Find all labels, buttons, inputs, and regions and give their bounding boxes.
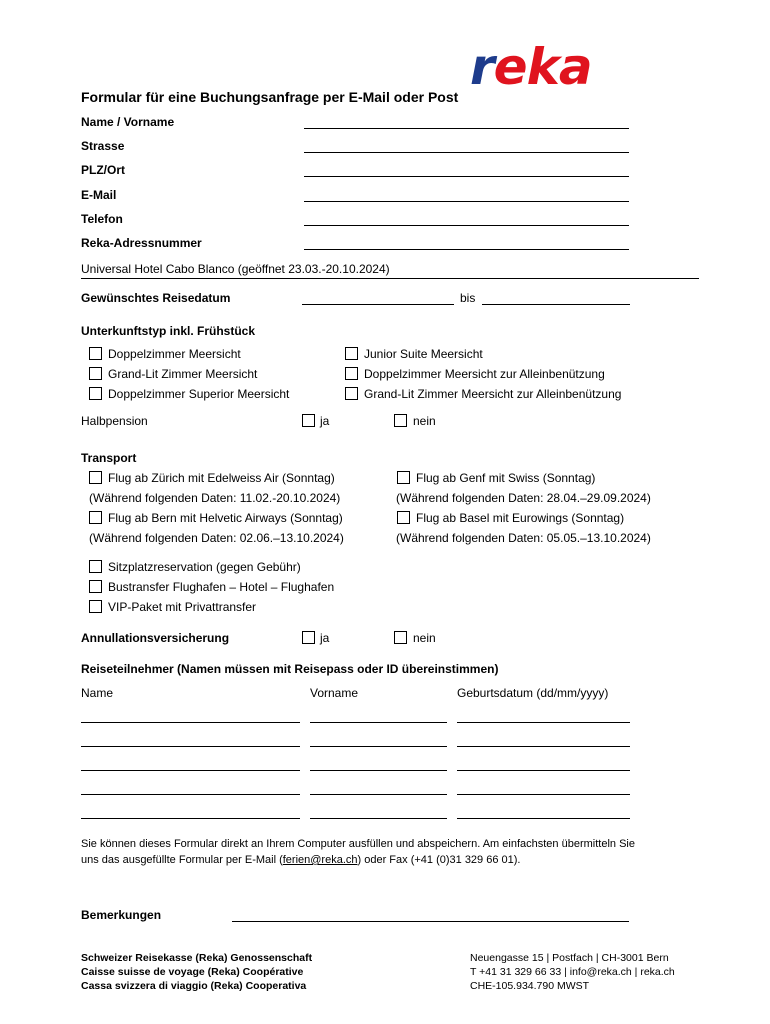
footer-org bbox=[81, 951, 312, 993]
extra-checkbox[interactable] bbox=[89, 600, 102, 613]
field-label-email: E-Mail bbox=[81, 188, 117, 202]
participant-birthdate-input[interactable] bbox=[457, 818, 630, 819]
accommodation-checkbox[interactable] bbox=[345, 347, 358, 360]
extra-option: VIP-Paket mit Privattransfer bbox=[108, 600, 257, 614]
field-label-phone: Telefon bbox=[81, 212, 123, 226]
footer-phone: T +41 31 329 66 33 | info@reka.ch | reka.ch bbox=[470, 966, 675, 978]
accommodation-checkbox[interactable] bbox=[89, 347, 102, 360]
accommodation-option: Grand-Lit Zimmer Meersicht zur Alleinbenützung bbox=[364, 387, 622, 401]
participant-name-input[interactable] bbox=[81, 746, 300, 747]
field-input-email[interactable] bbox=[304, 201, 629, 202]
field-label-reka-number: Reka-Adressnummer bbox=[81, 236, 202, 250]
participant-birthdate-input[interactable] bbox=[457, 746, 630, 747]
cancellation-label: Annullationsversicherung bbox=[81, 631, 230, 645]
participant-birthdate-input[interactable] bbox=[457, 794, 630, 795]
accommodation-option: Junior Suite Meersicht bbox=[364, 347, 483, 361]
flight-option: Flug ab Bern mit Helvetic Airways (Sonntag) bbox=[108, 511, 343, 525]
col-birthdate: Geburtsdatum (dd/mm/yyyy) bbox=[457, 686, 609, 700]
accommodation-option: Doppelzimmer Meersicht zur Alleinbenützung bbox=[364, 367, 605, 381]
halfboard-no-checkbox[interactable] bbox=[394, 414, 407, 427]
field-label-zip-city: PLZ/Ort bbox=[81, 163, 125, 177]
halfboard-yes-checkbox[interactable] bbox=[302, 414, 315, 427]
participant-name-input[interactable] bbox=[81, 722, 300, 723]
note-line-2 bbox=[81, 852, 691, 868]
halfboard-no-label: nein bbox=[413, 414, 436, 428]
field-input-street[interactable] bbox=[304, 152, 629, 153]
hotel-name: Universal Hotel Cabo Blanco (geöffnet 23.03.-20.10.2024) bbox=[81, 262, 390, 276]
transport-heading: Transport bbox=[81, 451, 137, 465]
col-name: Name bbox=[81, 686, 114, 700]
field-input-zip-city[interactable] bbox=[304, 176, 629, 177]
field-input-name[interactable] bbox=[304, 128, 629, 129]
flight-option: Flug ab Zürich mit Edelweiss Air (Sonntag) bbox=[108, 471, 335, 485]
accommodation-checkbox[interactable] bbox=[89, 367, 102, 380]
footer-org-fr: Caisse suisse de voyage (Reka) Coopérative bbox=[81, 966, 304, 978]
email-link[interactable]: ferien@reka.ch bbox=[282, 854, 358, 866]
accommodation-option: Doppelzimmer Superior Meersicht bbox=[108, 387, 290, 401]
footer-address: Neuengasse 15 | Postfach | CH-3001 Bern bbox=[470, 952, 669, 964]
remarks-label: Bemerkungen bbox=[81, 908, 162, 922]
footer-org-it: Cassa svizzera di viaggio (Reka) Cooperativa bbox=[81, 980, 307, 992]
field-input-phone[interactable] bbox=[304, 225, 629, 226]
accommodation-heading: Unterkunftstyp inkl. Frühstück bbox=[81, 324, 256, 338]
remarks-input[interactable] bbox=[232, 921, 629, 922]
field-label-name: Name / Vorname bbox=[81, 115, 175, 129]
flight-dates: (Während folgenden Daten: 05.05.–13.10.2024) bbox=[396, 531, 651, 545]
field-input-reka-number[interactable] bbox=[304, 249, 629, 250]
note-line-2-post: ) oder Fax (+41 (0)31 329 66 01). bbox=[357, 854, 521, 866]
accommodation-option: Grand-Lit Zimmer Meersicht bbox=[108, 367, 258, 381]
participant-firstname-input[interactable] bbox=[310, 818, 447, 819]
flight-checkbox[interactable] bbox=[89, 471, 102, 484]
participant-firstname-input[interactable] bbox=[310, 722, 447, 723]
cancellation-yes-checkbox[interactable] bbox=[302, 631, 315, 644]
accommodation-checkbox[interactable] bbox=[345, 387, 358, 400]
participant-firstname-input[interactable] bbox=[310, 794, 447, 795]
footer-contact bbox=[470, 951, 675, 993]
extra-checkbox[interactable] bbox=[89, 560, 102, 573]
note-line-2-pre: uns das ausgefüllte Formular per E-Mail ( bbox=[81, 854, 283, 866]
form-title: Formular für eine Buchungsanfrage per E-Mail oder Post bbox=[81, 89, 459, 105]
travel-date-label: Gewünschtes Reisedatum bbox=[81, 291, 231, 305]
accommodation-checkbox[interactable] bbox=[345, 367, 358, 380]
cancellation-no-checkbox[interactable] bbox=[394, 631, 407, 644]
field-label-street: Strasse bbox=[81, 139, 125, 153]
halfboard-yes-label: ja bbox=[320, 414, 330, 428]
cancellation-yes-label: ja bbox=[320, 631, 330, 645]
extra-option: Bustransfer Flughafen – Hotel – Flughafen bbox=[108, 580, 335, 594]
reka-logo: reka bbox=[470, 38, 592, 96]
note-line-1: Sie können dieses Formular direkt an Ihrem Computer ausfüllen und abspeichern. Am einfachsten übermitteln Sie bbox=[81, 838, 635, 850]
participant-firstname-input[interactable] bbox=[310, 746, 447, 747]
col-firstname: Vorname bbox=[310, 686, 359, 700]
flight-dates: (Während folgenden Daten: 11.02.-20.10.2024) bbox=[89, 491, 341, 505]
participant-name-input[interactable] bbox=[81, 818, 300, 819]
flight-checkbox[interactable] bbox=[397, 471, 410, 484]
footer-vat: CHE-105.934.790 MWST bbox=[470, 980, 590, 992]
travel-date-bis: bis bbox=[460, 291, 476, 305]
participant-birthdate-input[interactable] bbox=[457, 770, 630, 771]
flight-dates: (Während folgenden Daten: 28.04.–29.09.2024) bbox=[396, 491, 651, 505]
footer-org-de: Schweizer Reisekasse (Reka) Genossenschaft bbox=[81, 952, 313, 964]
flight-checkbox[interactable] bbox=[89, 511, 102, 524]
flight-option: Flug ab Basel mit Eurowings (Sonntag) bbox=[416, 511, 625, 525]
halfboard-label: Halbpension bbox=[81, 414, 148, 428]
accommodation-option: Doppelzimmer Meersicht bbox=[108, 347, 241, 361]
participant-name-input[interactable] bbox=[81, 770, 300, 771]
divider bbox=[81, 278, 699, 279]
extra-checkbox[interactable] bbox=[89, 580, 102, 593]
participant-name-input[interactable] bbox=[81, 794, 300, 795]
participant-firstname-input[interactable] bbox=[310, 770, 447, 771]
travel-date-to-input[interactable] bbox=[482, 304, 630, 305]
cancellation-no-label: nein bbox=[413, 631, 436, 645]
flight-checkbox[interactable] bbox=[397, 511, 410, 524]
accommodation-checkbox[interactable] bbox=[89, 387, 102, 400]
submission-note bbox=[81, 836, 691, 868]
extra-option: Sitzplatzreservation (gegen Gebühr) bbox=[108, 560, 301, 574]
travel-date-from-input[interactable] bbox=[302, 304, 454, 305]
flight-dates: (Während folgenden Daten: 02.06.–13.10.2024) bbox=[89, 531, 344, 545]
flight-option: Flug ab Genf mit Swiss (Sonntag) bbox=[416, 471, 596, 485]
participant-birthdate-input[interactable] bbox=[457, 722, 630, 723]
participants-heading: Reiseteilnehmer (Namen müssen mit Reisepass oder ID übereinstimmen) bbox=[81, 662, 499, 676]
